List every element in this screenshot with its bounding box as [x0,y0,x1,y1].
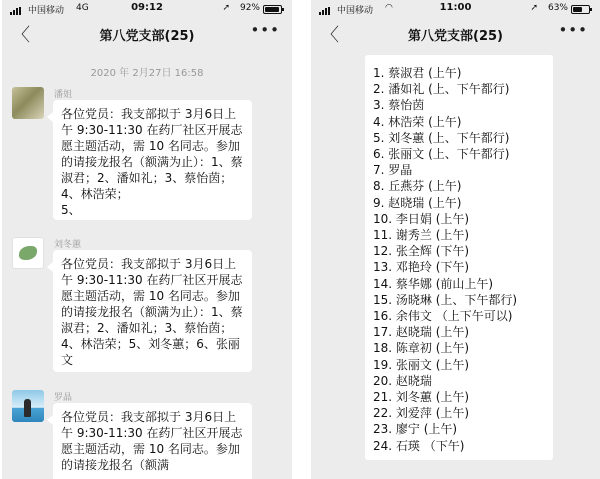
list-item: 10. 李日娟 (上午) [373,211,470,226]
list-item: 6. 张丽文 (上、下午都行) [373,147,510,162]
more-options-icon[interactable]: ••• [558,21,588,39]
back-chevron-icon[interactable]: 〈 [321,25,339,46]
list-item: 11. 谢秀兰 (上午) [373,228,470,243]
list-item: 5. 刘冬蕙 (上、下午都行) [373,130,510,145]
list-item: 21. 刘冬蕙 (上午) [373,390,470,405]
list-item: 23. 廖宁 (上午) [373,422,458,437]
status-time: 11:00 [439,2,472,13]
battery-icon [263,5,282,14]
list-item: 17. 赵晓瑞 (上午) [373,325,470,340]
list-item: 16. 余伟文 （上下午可以) [373,309,513,324]
location-arrow-icon: ➚ [530,3,538,13]
message-timestamp: 2020 年 2月27日 16:58 [90,68,204,79]
avatar[interactable] [12,390,44,422]
message-bubble[interactable]: 各位党员：我支部拟于 3月6日上午 9:30-11:30 在药厂社区开展志愿主题活动，需 10 名同志。参加的请接龙报名（额满 [53,403,252,479]
status-bar [2,0,292,18]
list-item: 2. 潘如礼 (上、下午都行) [373,82,510,97]
battery-fill [265,7,279,12]
battery-percent: 63% [547,3,568,13]
sender-name: 刘冬蕙 [54,240,82,250]
right-phone-screen [311,0,600,479]
list-item: 15. 汤晓琳 (上、下午都行) [373,292,518,307]
list-item: 4. 林浩荣 (上午) [373,114,462,129]
avatar[interactable] [12,237,44,269]
message-bubble[interactable]: 各位党员：我支部拟于 3月6日上午 9:30-11:30 在药厂社区开展志愿主题活动，需 10 名同志。参加的请接龙报名（额满为止）：1、蔡淑君；2、潘如礼；3、蔡怡茵；4、林浩荣； 5、 [53,100,252,220]
list-item: 3. 蔡怡茵 [373,98,425,113]
list-item: 13. 邓艳玲 (下午) [373,260,470,275]
sender-name: 罗晶 [54,393,73,403]
list-item: 12. 张全辉 (下午) [373,244,470,259]
back-chevron-icon[interactable]: 〈 [12,25,30,46]
battery-icon [571,5,590,14]
list-item: 7. 罗晶 [373,163,413,178]
carrier-label: 中国移动 [28,6,65,16]
list-item: 9. 赵晓瑞 (上午) [373,195,462,210]
chat-header [2,18,292,48]
list-item: 24. 石瑛 （下午) [373,438,465,453]
chat-title: 第八党支部(25) [408,29,503,44]
more-options-icon[interactable]: ••• [250,21,280,39]
signup-list [373,65,553,454]
signup-list-card [365,55,553,460]
bird-icon [19,246,37,260]
list-item: 19. 张丽文 (上午) [373,357,470,372]
message-bubble[interactable]: 各位党员：我支部拟于 3月6日上午 9:30-11:30 在药厂社区开展志愿主题活动，需 10 名同志。参加的请接龙报名（额满为止）：1、蔡淑君；2、潘如礼；3、蔡怡茵；4、林浩荣；5、刘冬蕙；6、张丽文 [53,250,252,372]
list-item: 22. 刘爱萍 (上午) [373,406,470,421]
location-arrow-icon: ➚ [222,3,230,13]
chat-header [311,18,600,48]
list-item: 1. 蔡淑君 (上午) [373,66,462,80]
network-label: 4G [76,3,89,13]
status-bar [311,0,600,18]
list-item: 8. 丘燕芬 (上午) [373,179,462,194]
status-time: 09:12 [131,2,163,13]
person-figure-icon [24,399,31,417]
left-phone-screen [2,0,292,479]
chat-title: 第八党支部(25) [99,29,195,44]
list-item: 18. 陈章初 (上午) [373,341,470,356]
list-item: 14. 蔡华娜 (前山上午) [373,276,494,291]
list-item: 20. 赵晓瑞 [373,373,432,388]
battery-percent: 92% [239,3,260,13]
battery-fill [573,7,582,12]
wifi-icon: ◠ [385,3,393,13]
sender-name: 潘姐 [54,90,73,100]
avatar[interactable] [12,87,44,119]
carrier-label: 中国移动 [337,6,374,16]
